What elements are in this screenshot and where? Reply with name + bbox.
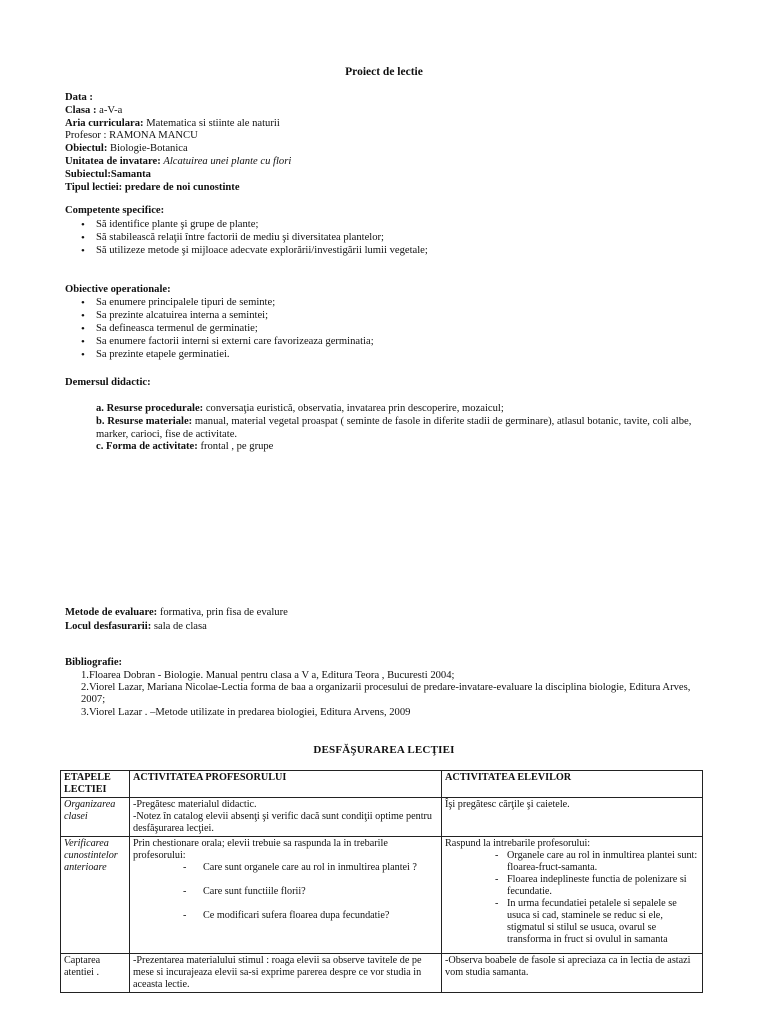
forma-activitate: c. Forma de activitate: frontal , pe grupe: [96, 441, 274, 453]
aria-line: Aria curriculara: Matematica si stiinte ale naturii: [65, 117, 280, 129]
data-line: Data :: [65, 92, 93, 103]
list-item: • Sa prezinte alcatuirea interna a semintei;: [65, 310, 374, 323]
stage-cell: Organizarea clasei: [61, 798, 130, 837]
resurse-procedurale: a. Resurse procedurale: conversaţia euristică, observatia, invatarea prin descoperire, mozaicul;: [96, 403, 504, 414]
student-activity-cell: Îşi pregătesc cărţile şi caietele.: [442, 798, 703, 837]
bibliography-item: 1.Floarea Dobran - Biologie. Manual pentru clasa a V a, Editura Teora , Bucuresti 2004;: [81, 669, 455, 681]
column-header: ACTIVITATEA PROFESORULUI: [130, 771, 442, 798]
list-item: • Să utilizeze metode şi mijloace adecvate explorării/investigării lumii vegetale;: [65, 245, 428, 258]
table-row: [61, 954, 703, 993]
profesor-line: Profesor : RAMONA MANCU: [65, 130, 198, 142]
unitatea-line: Unitatea de invatare: Alcatuirea unei plante cu flori: [65, 155, 292, 167]
column-header: ETAPELE LECTIEI: [61, 771, 130, 798]
resurse-materiale: b. Resurse materiale: manual, material vegetal proaspat ( seminte de fasole in diferite stadii de germinare), atlasul botanic, tavite, coli albe, marker, carioci, fise de activitate.: [96, 415, 692, 440]
student-activity-cell: -Observa boabele de fasole si apreciaza ca in lectia de astazi vom studia samanta.: [442, 954, 703, 993]
obiective-title: Obiective operationale:: [65, 284, 171, 295]
table-title: DESFĂŞURAREA LECŢIEI: [313, 744, 455, 756]
page-title: Proiect de lectie: [345, 66, 423, 78]
list-item: • Să identifice plante şi grupe de plante;: [65, 219, 428, 232]
table-row: [61, 837, 703, 954]
competente-list: [65, 219, 428, 258]
subiectul-line: Subiectul:Samanta: [65, 168, 151, 180]
clasa-line: Clasa : a-V-a: [65, 104, 123, 116]
list-item: • Sa prezinte etapele germinatiei.: [65, 349, 374, 362]
column-header: ACTIVITATEA ELEVILOR: [442, 771, 703, 798]
metode-evaluare: Metode de evaluare: formativa, prin fisa de evalure: [65, 607, 288, 618]
table-header-row: [61, 771, 703, 798]
lesson-table: [60, 770, 703, 993]
lesson-header: [65, 92, 725, 194]
demersul-title: Demersul didactic:: [65, 377, 151, 388]
obiective-list: [65, 297, 374, 362]
teacher-activity-cell: Prin chestionare orala; elevii trebuie sa raspunda la in trebarile profesorului: - Care sunt organele care au rol in inmultirea plantei ? - Care sunt functiile florii? - Ce modificari sufera floarea dupa fecundatie?: [130, 837, 442, 954]
list-item: • Sa defineasca termenul de germinatie;: [65, 323, 374, 336]
list-item: • Sa enumere factorii interni si externi care favorizeaza germinatia;: [65, 336, 374, 349]
bibliography-item: 3.Viorel Lazar . –Metode utilizate in predarea biologiei, Editura Arvens, 2009: [81, 706, 411, 718]
stage-cell: Verificarea cunostintelor anterioare: [61, 837, 130, 954]
teacher-activity-cell: -Prezentarea materialului stimul : roaga elevii sa observe tavitele de pe mese si incurajeaza elevii sa-si exprime parerea despre ce vor studia in aceasta lectie.: [130, 954, 442, 993]
bibliography: [65, 657, 700, 719]
teacher-activity-cell: -Pregătesc materialul didactic. -Notez în catalog elevii absenţi şi verific dacă sunt condiţii optime pentru desfăşurarea lecţiei.: [130, 798, 442, 837]
competente-title: Competente specifice:: [65, 205, 165, 216]
list-item: • Să stabilească relaţii între factorii de mediu şi diversitatea plantelor;: [65, 232, 428, 245]
list-item: • Sa enumere principalele tipuri de seminte;: [65, 297, 374, 310]
stage-cell: Captarea atentiei .: [61, 954, 130, 993]
obiectul-line: Obiectul: Biologie-Botanica: [65, 143, 188, 155]
resources-block: [96, 403, 726, 454]
bibliography-title: Bibliografie:: [65, 657, 123, 668]
locul-desfasurarii: Locul desfasurarii: sala de clasa: [65, 621, 207, 632]
table-row: [61, 798, 703, 837]
student-activity-cell: Raspund la intrebarile profesorului: - Organele care au rol in inmultirea plantei sunt: floarea-fruct-samanta. - Floarea indeplineste functia de polenizare si fecundatie. - In urma fecundatiei petalele si sepalele se usuca si cad, staminele se reduc si ele, stigmatul si stilul se usuca, ovarul se transforma in fruct si ovulul in samanta: [442, 837, 703, 954]
bibliography-item: 2.Viorel Lazar, Mariana Nicolae-Lectia forma de baa a organizarii procesului de predare-invatare-evaluare la disciplina biologie, Editura Arves, 2007;: [81, 682, 691, 706]
tipul-line: Tipul lectiei: predare de noi cunostinte: [65, 181, 240, 193]
